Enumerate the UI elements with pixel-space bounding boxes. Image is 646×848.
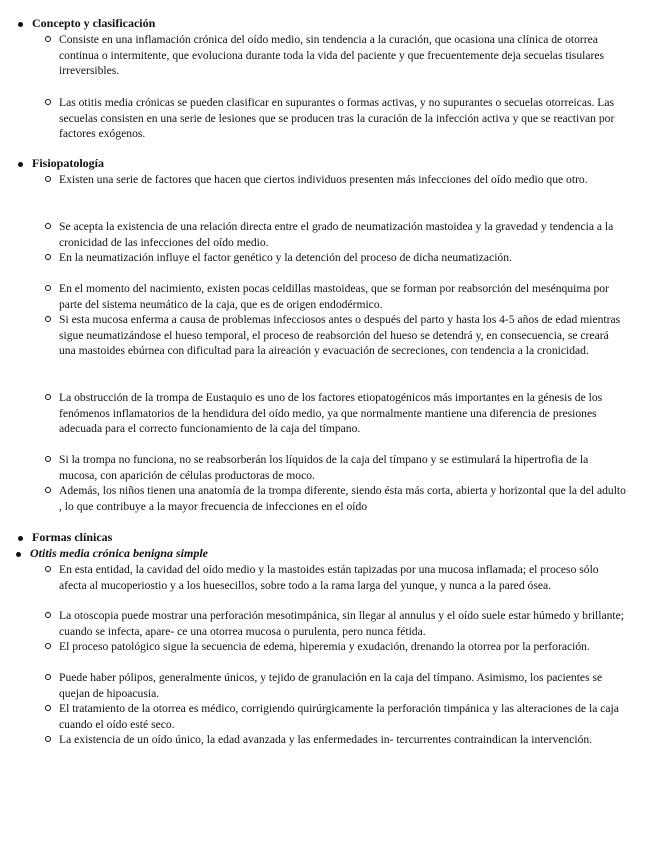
list-item: La otoscopia puede mostrar una perforación mesotimpánica, sin llegar al annulus y el oído suele estar húmedo y brillante; cuando se infecta, apare- ce una otorrea mucosa o purulenta, pero nunca fétida. [59,608,627,639]
circle-bullet-icon [45,705,51,711]
circle-bullet-icon [45,99,51,105]
list-item: En esta entidad, la cavidad del oído medio y la mastoides están tapizadas por una mucosa inflamada; el proceso sólo afecta al mucoperiostio y a los huesecillos, sobre todo a la rama larga del yunque, y nunca a la pared ósea. [59,562,627,593]
list-item: Además, los niños tienen una anatomía de la trompa diferente, siendo ésta más corta, abierta y horizontal que la del adulto , lo que contribuye a la mayor frecuencia de infecciones en el oído [59,483,627,514]
heading-concepto-y-clasificacion: Concepto y clasificación [32,16,155,32]
circle-bullet-icon [45,566,51,572]
bullet-icon [18,536,23,541]
bullet-icon [18,162,23,167]
circle-bullet-icon [45,674,51,680]
list-item: Si esta mucosa enferma a causa de problemas infecciosos antes o después del parto y hasta los 4-5 años de edad mientras sigue neumatizándose el hueso temporal, el proceso de reabsorción del hueso se detendrá y, en consecuencia, se creará una mastoides ebúrnea con dificultad para la aireación y evacuación de secreciones, con tendencia a la cronicidad. [59,312,627,359]
circle-bullet-icon [45,316,51,322]
circle-bullet-icon [45,285,51,291]
list-item: El proceso patológico sigue la secuencia de edema, hiperemia y exudación, drenando la otorrea por la perforación. [59,639,627,655]
circle-bullet-icon [45,254,51,260]
heading-fisiopatologia: Fisiopatología [32,156,104,172]
circle-bullet-icon [45,176,51,182]
list-item: Las otitis media crónicas se pueden clasificar en supurantes o formas activas, y no supurantes o secuelas otorreicas. Las secuelas consisten en una serie de lesiones que se producen tras la curación de la infección activa y que se reactivan por factores exógenos. [59,95,627,142]
list-item: En la neumatización influye el factor genético y la detención del proceso de dicha neumatización. [59,250,627,266]
list-item: Existen una serie de factores que hacen que ciertos individuos presenten más infecciones del oído medio que otro. [59,172,627,188]
list-item: Puede haber pólipos, generalmente únicos, y tejido de granulación en la caja del tímpano. Asimismo, los pacientes se quejan de hipoacusia. [59,670,627,701]
bullet-icon [18,22,23,27]
circle-bullet-icon [45,223,51,229]
list-item: Consiste en una inflamación crónica del oído medio, sin tendencia a la curación, que ocasiona una clínica de otorrea continua o intermitente, que evoluciona durante toda la vida del paciente y que frecuentemente deja secuelas tisulares irreversibles. [59,32,627,79]
circle-bullet-icon [45,36,51,42]
list-item: Se acepta la existencia de una relación directa entre el grado de neumatización mastoidea y la gravedad y tendencia a la cronicidad de las infecciones del oído medio. [59,219,627,250]
list-item: Si la trompa no funciona, no se reabsorberán los líquidos de la caja del tímpano y se estimulará la hipertrofia de la mucosa, con aparición de células productoras de moco. [59,452,627,483]
heading-otitis-media-cronica-benigna-simple: Otitis media crónica benigna simple [30,546,208,562]
list-item: En el momento del nacimiento, existen pocas celdillas mastoideas, que se forman por reabsorción del mesénquima por parte del sistema neumático de la caja, que es de origen endodérmico. [59,281,627,312]
list-item: La obstrucción de la trompa de Eustaquio es uno de los factores etiopatogénicos más importantes en la génesis de los fenómenos inflamatorios de la hendidura del oído medio, ya que normalmente mantiene una diferencia de presiones adecuada para el correcto funcionamiento de la caja del tímpano. [59,390,627,437]
list-item: La existencia de un oído único, la edad avanzada y las enfermedades in- tercurrentes contraindican la intervención. [59,732,627,748]
heading-formas-clinicas: Formas clínicas [32,530,112,546]
circle-bullet-icon [45,643,51,649]
circle-bullet-icon [45,736,51,742]
bullet-icon [16,552,21,557]
list-item: El tratamiento de la otorrea es médico, corrigiendo quirúrgicamente la perforación timpánica y las alteraciones de la caja cuando el oído esté seco. [59,701,627,732]
circle-bullet-icon [45,612,51,618]
circle-bullet-icon [45,456,51,462]
circle-bullet-icon [45,394,51,400]
circle-bullet-icon [45,487,51,493]
